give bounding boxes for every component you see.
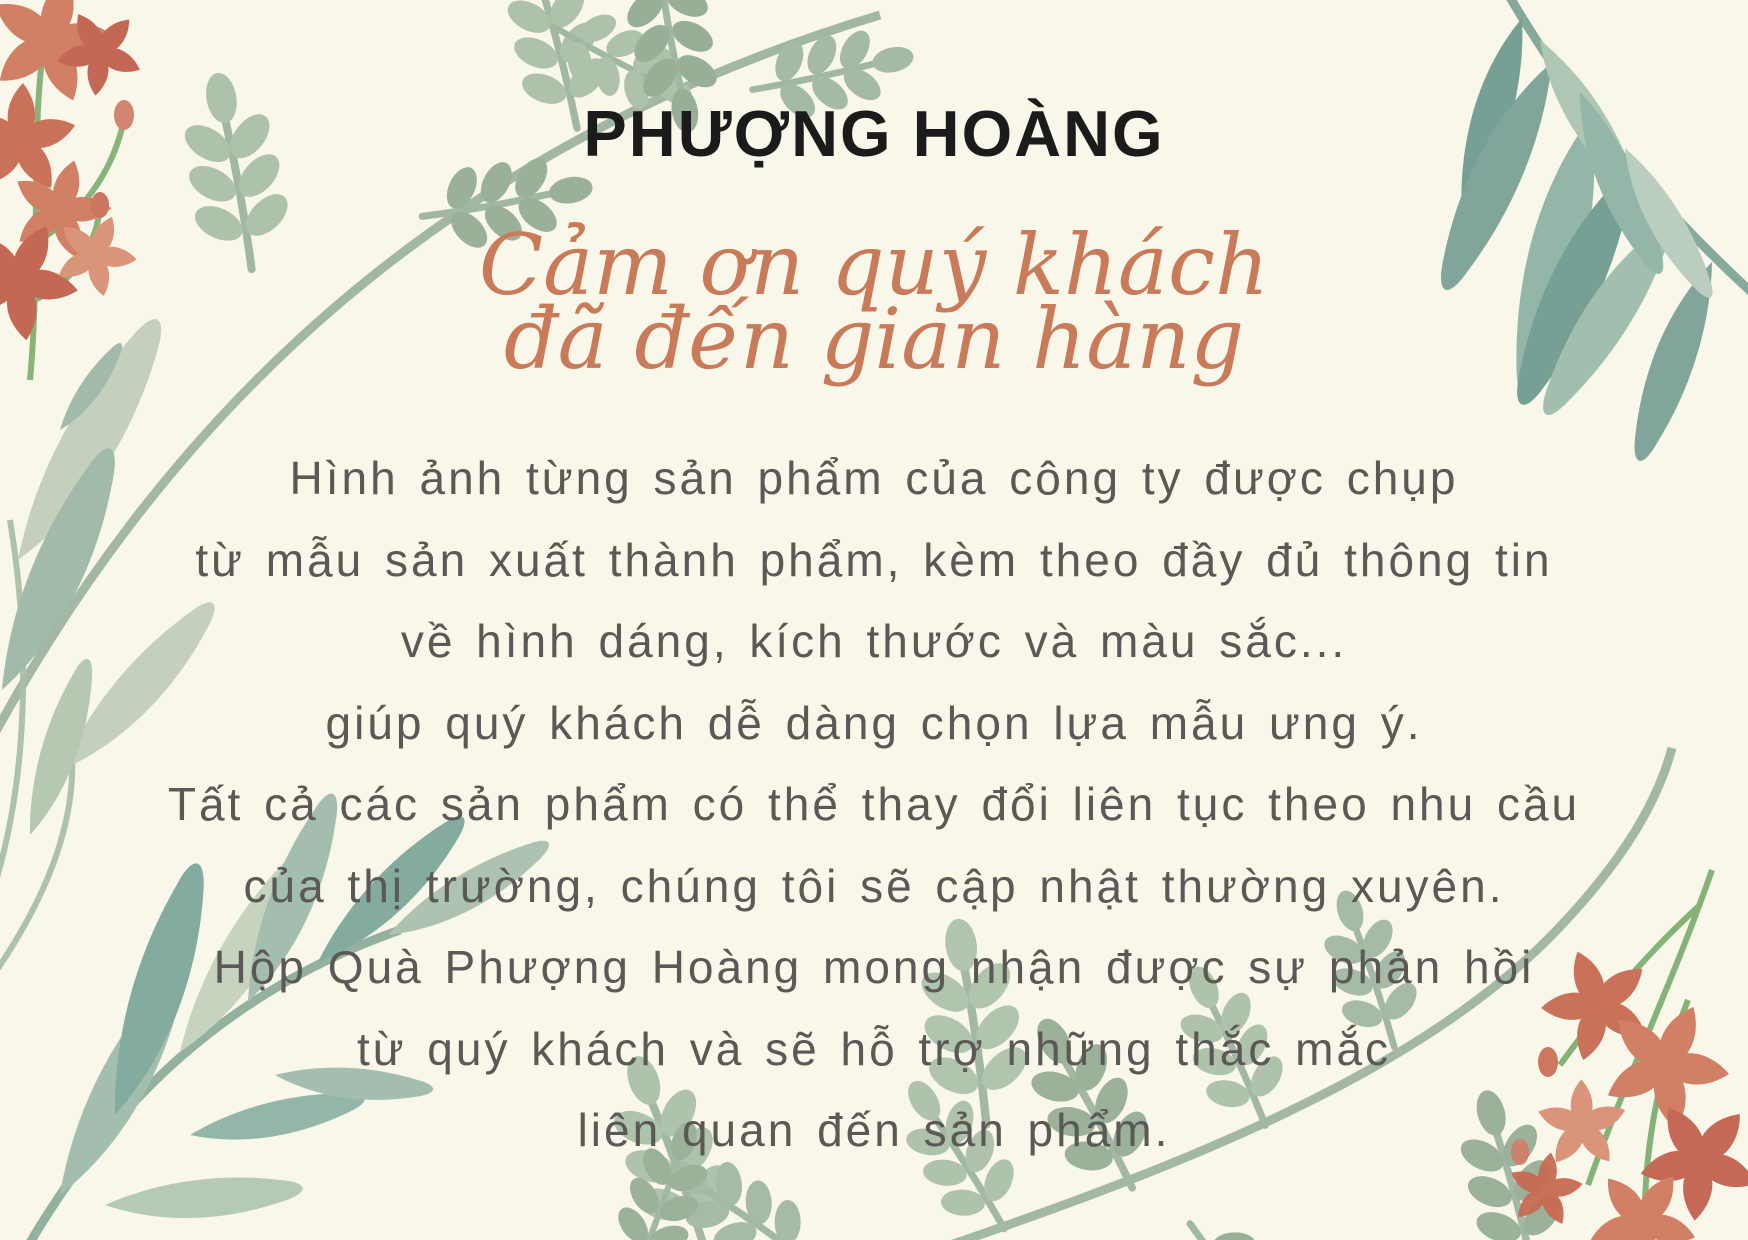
description-line: liên quan đến sản phẩm. [577,1104,1171,1156]
description-line: Hình ảnh từng sản phẩm của công ty được chụp [289,452,1459,504]
description-line: từ mẫu sản xuất thành phẩm, kèm theo đầy đủ thông tin [195,533,1553,586]
description-line: của thị trường, chúng tôi sẽ cập nhật thường xuyên. [243,859,1505,912]
description-line: Hộp Quà Phượng Hoàng mong nhận được sự phản hồi [213,941,1535,993]
description-line: giúp quý khách dễ dàng chọn lựa mẫu ưng ý. [325,696,1423,749]
brand-title: PHƯỢNG HOÀNG [583,97,1165,170]
description-line: Tất cả các sản phẩm có thể thay đổi liên tục theo nhu cầu [167,778,1581,830]
description-line: về hình dáng, kích thước và màu sắc... [400,615,1348,667]
greeting-line-2: đã đến gian hàng [503,290,1245,388]
description [0,438,1748,1172]
description-line: từ quý khách và sẽ hỗ trợ những thắc mắc [356,1022,1392,1075]
greeting-script [0,216,1748,388]
greeting-line-1: Cảm ơn quý khách [478,216,1270,314]
